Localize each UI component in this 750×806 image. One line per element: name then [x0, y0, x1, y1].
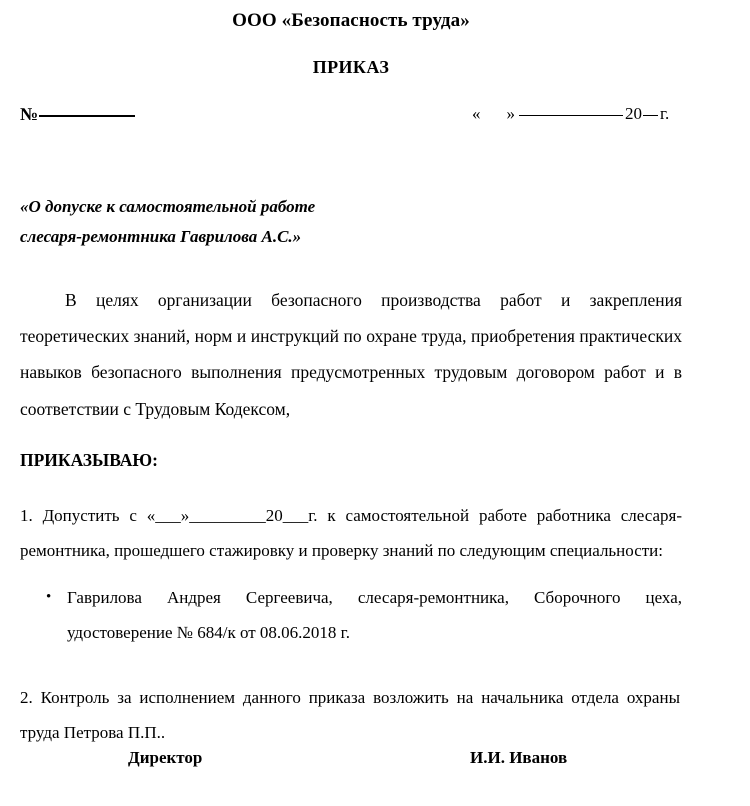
- signature-block: [0, 748, 750, 776]
- bullet-icon: •: [46, 588, 52, 605]
- date-year-blank[interactable]: [643, 115, 658, 116]
- date-close-quote: »: [506, 104, 515, 124]
- document-number-field[interactable]: [20, 104, 135, 125]
- subject-line-1: «О допуске к самостоятельной работе: [20, 197, 316, 217]
- order-heading: ПРИКАЗЫВАЮ:: [20, 449, 158, 470]
- list-item-text: Гаврилова Андрея Сергеевича, слесаря-ремонтника, Сборочного цеха, удостоверение № 684/к от 08.06.2018 г.: [67, 587, 682, 643]
- date-month-blank[interactable]: [519, 115, 623, 116]
- signatory-role: Директор: [128, 748, 203, 767]
- document-number-label: №: [20, 104, 39, 125]
- date-year-prefix: 20: [625, 104, 642, 124]
- date-open-quote: «: [472, 104, 481, 124]
- document-subject: [20, 192, 682, 252]
- organization-title: ООО «Безопасность труда»: [232, 10, 470, 31]
- subject-line-2: слесаря-ремонтника Гаврилова А.С.»: [20, 227, 302, 247]
- clause-1: 1. Допустить с «___»_________20___г. к самостоятельной работе работника слесаря-ремонтника, прошедшего стажировку и проверку знаний по следующим специальности:: [20, 505, 682, 560]
- list-item: [20, 580, 682, 650]
- document-number-blank[interactable]: [39, 115, 135, 117]
- signatory-name: И.И. Иванов: [470, 748, 568, 767]
- date-year-suffix: г.: [660, 104, 670, 124]
- document-date-field[interactable]: [472, 104, 669, 124]
- document-meta-line: [20, 104, 682, 130]
- clause-1-bullet-list: [20, 580, 682, 650]
- clause-2: 2. Контроль за исполнением данного приказа возложить на начальника отдела охраны труда Петрова П.П..: [20, 688, 680, 743]
- document-type-heading: ПРИКАЗ: [312, 56, 390, 77]
- preamble-paragraph: В целях организации безопасного производства работ и закрепления теоретических знаний, норм и инструкций по охране труда, приобретения практических навыков безопасного выполнения предусмотренных трудовым договором работ и в соответствии с Трудовым Кодексом,: [20, 289, 682, 419]
